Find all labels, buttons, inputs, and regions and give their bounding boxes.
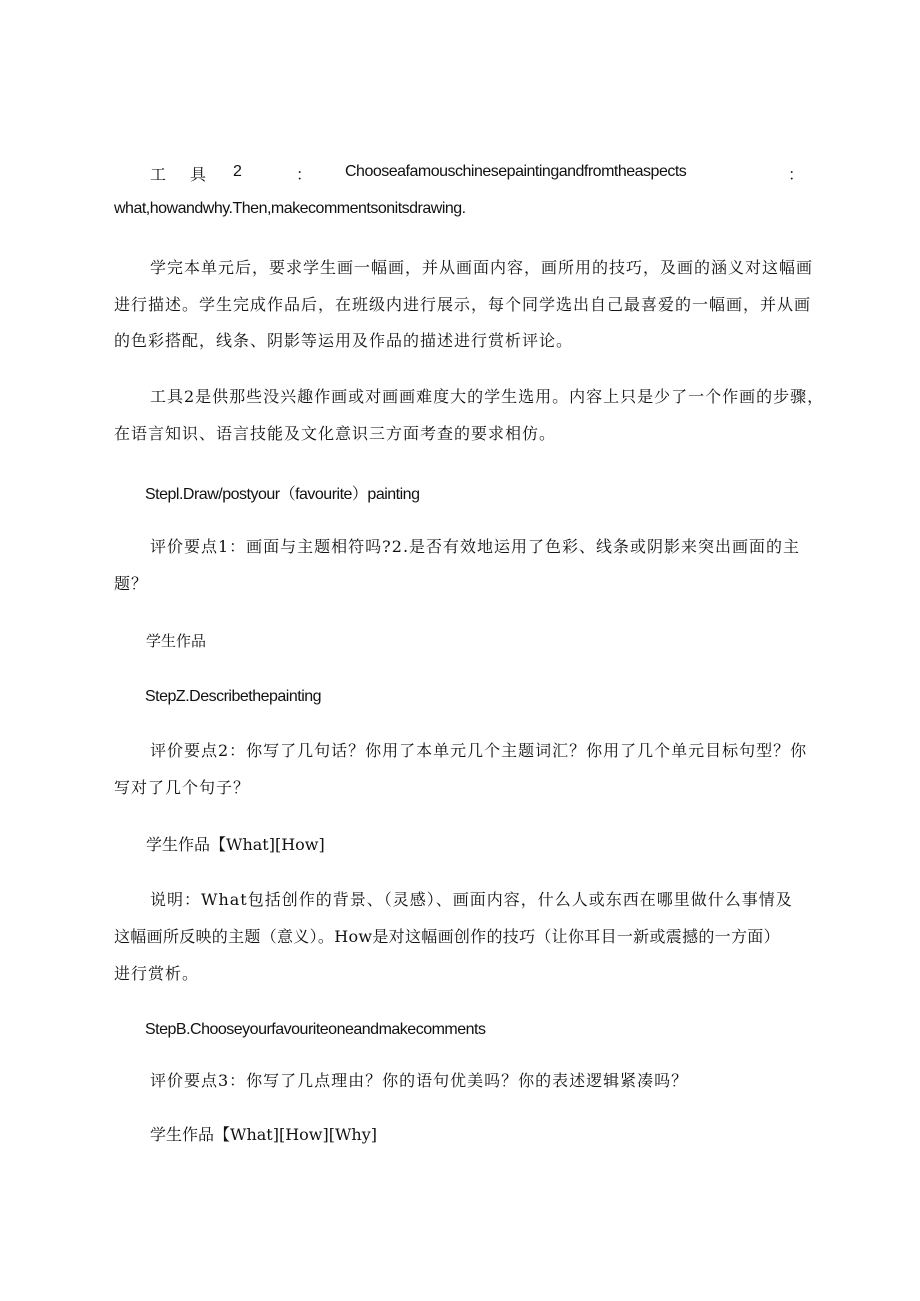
tool2-label-gong: 工 bbox=[150, 165, 167, 184]
tool2-sentence-end: what,howandwhy.Then,makecommentsonitsdrawing. bbox=[114, 200, 466, 217]
tool2-label-ju: 具 bbox=[190, 165, 207, 184]
student-work-1: 学生作品 bbox=[146, 632, 207, 650]
step-1-title: Stepl.Draw/postyour（favourite）painting bbox=[145, 486, 420, 503]
tool2-colon-2: ： bbox=[788, 165, 805, 184]
evaluation-1-line-2: 题？ bbox=[114, 574, 149, 593]
step-3-title: StepB.Chooseyourfavouriteoneandmakecomments bbox=[145, 1021, 486, 1038]
note-line-1: 说明：What包括创作的背景、（灵感）、画面内容，什么人或东西在哪里做什么事情及 bbox=[150, 890, 793, 909]
tool2-sentence-start: Chooseafamouschinesepaintingandfromtheaspects bbox=[345, 163, 687, 180]
step-2-title: StepZ.Describethepainting bbox=[145, 688, 322, 705]
tool2-number: 2 bbox=[233, 163, 242, 180]
paragraph-2-line-2: 在语言知识、语言技能及文化意识三方面考查的要求相仿。 bbox=[114, 424, 557, 443]
student-work-3: 学生作品【What][How][Why] bbox=[150, 1125, 378, 1144]
evaluation-2-line-2: 写对了几个句子？ bbox=[114, 778, 251, 797]
evaluation-2-line-1: 评价要点2：你写了几句话？你用了本单元几个主题词汇？你用了几个单元目标句型？你 bbox=[150, 741, 808, 760]
note-line-2: 这幅画所反映的主题（意义）。How是对这幅画创作的技巧（让你耳目一新或震撼的一方面） bbox=[114, 927, 780, 946]
note-line-3: 进行赏析。 bbox=[114, 964, 200, 983]
evaluation-3-line-1: 评价要点3：你写了几点理由？你的语句优美吗？你的表述逻辑紧凑吗？ bbox=[150, 1071, 689, 1090]
paragraph-1-line-2: 进行描述。学生完成作品后，在班级内进行展示，每个同学选出自己最喜爱的一幅画，并从画 bbox=[114, 295, 812, 314]
student-work-2: 学生作品【What][How] bbox=[146, 835, 325, 854]
evaluation-1-line-1: 评价要点1：画面与主题相符吗?2.是否有效地运用了色彩、线条或阴影来突出画面的主 bbox=[150, 537, 801, 556]
tool2-colon-1: ： bbox=[296, 165, 313, 184]
paragraph-1-line-3: 的色彩搭配，线条、阴影等运用及作品的描述进行赏析评论。 bbox=[114, 331, 574, 350]
paragraph-2-line-1: 工具2是供那些没兴趣作画或对画画难度大的学生选用。内容上只是少了一个作画的步骤， bbox=[150, 387, 825, 406]
paragraph-1-line-1: 学完本单元后，要求学生画一幅画，并从画面内容，画所用的技巧，及画的涵义对这幅画 bbox=[150, 258, 814, 277]
